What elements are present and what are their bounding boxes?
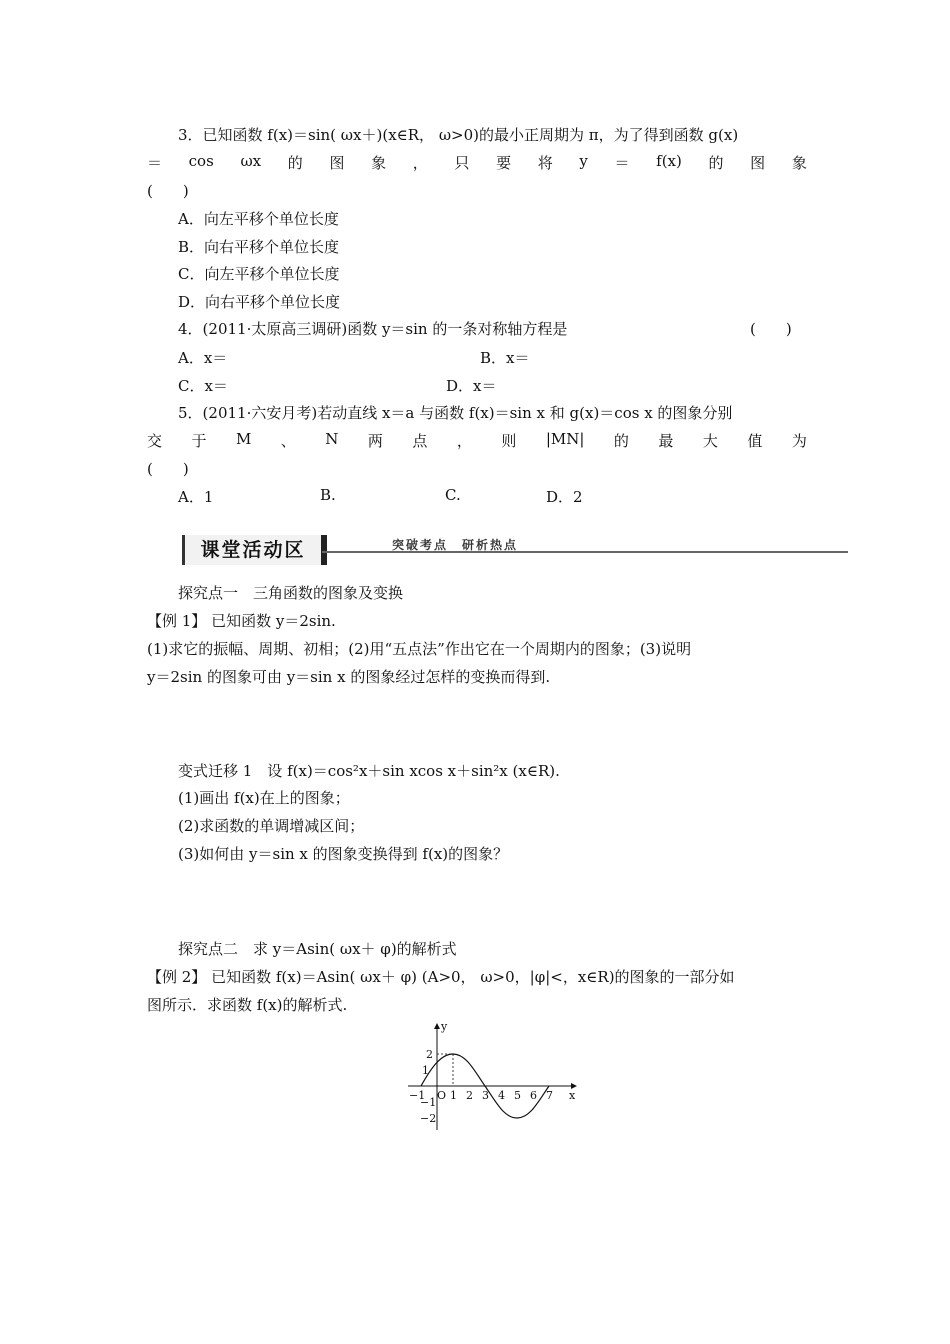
q5-option-a: A．1 [178, 488, 214, 506]
y-axis-label: y [441, 1020, 448, 1033]
x-tick-7: 7 [546, 1089, 553, 1102]
variant1-item-2: (2)求函数的单调增减区间； [178, 817, 365, 835]
section1-heading: 探究点一 三角函数的图象及变换 [178, 584, 404, 602]
q5-line2-word: 最 [658, 432, 674, 450]
x-tick-6: 6 [530, 1089, 537, 1102]
example1 [147, 610, 336, 631]
q3-line2-word: ωx [240, 152, 262, 170]
q3-line2-word: 图 [750, 154, 766, 172]
q3-line2-word: ， [412, 154, 428, 172]
q5-line2-word: 大 [702, 432, 718, 450]
q5-line2-word: 的 [613, 432, 629, 450]
x-tick-3: 3 [482, 1089, 489, 1102]
q3-line2-word: y [579, 152, 588, 170]
example2-tag: 【例 2】 [147, 968, 207, 986]
q4-option-a: A．x＝ [178, 349, 228, 367]
q4-option-d: D．x＝ [446, 377, 497, 395]
q3-line2-word: 要 [496, 154, 512, 172]
example1-text: 已知函数 y＝2sin. [206, 612, 336, 630]
q3-line2-word: f(x) [656, 152, 682, 170]
q3-option-d: D．向右平移个单位长度 [178, 293, 341, 311]
x-tick-4: 4 [498, 1089, 505, 1102]
q3-line1: 3．已知函数 f(x)＝sin( ωx＋)(x∈R， ω>0)的最小正周期为 π，为了得到函数 g(x) [178, 126, 739, 144]
variant1-item-3: (3)如何由 y＝sin x 的图象变换得到 f(x)的图象？ [178, 845, 509, 863]
sine-graph-figure [400, 1018, 590, 1136]
q3-option-b: B．向右平移个单位长度 [178, 238, 340, 256]
x-tick-2: 2 [466, 1089, 473, 1102]
q5-line2-word: 点 [412, 432, 428, 450]
q5-answer-bracket: ( ) [147, 460, 189, 478]
q3-line2-word: 的 [287, 154, 303, 172]
q3-line2-word: 将 [537, 154, 553, 172]
q4-option-b: B．x＝ [480, 349, 530, 367]
q3-option-a: A．向左平移个单位长度 [178, 210, 339, 228]
q3-line2-word: 的 [708, 154, 724, 172]
q5-line2-word: 则 [501, 432, 517, 450]
y-tick-neg1: −1 [420, 1096, 437, 1109]
q5-line2-word: 值 [747, 432, 763, 450]
q3-line2 [147, 152, 807, 173]
q5-line2-word: 于 [191, 432, 207, 450]
q5-line2-word: 、 [280, 432, 296, 450]
q3-answer-bracket: ( ) [147, 182, 189, 200]
x-tick-neg1: −1 [409, 1089, 426, 1102]
q5-line2-word: N [325, 430, 339, 448]
q3-line2-word: cos [188, 152, 214, 170]
x-tick-1: 1 [450, 1089, 457, 1102]
q5-option-d: D．2 [546, 488, 583, 506]
variant1-item-1: (1)画出 f(x)在上的图象； [178, 789, 350, 807]
example2-line2: 图所示．求函数 f(x)的解析式. [147, 996, 348, 1014]
q5-line2 [147, 430, 807, 451]
q3-option-c: C．向左平移个单位长度 [178, 265, 340, 283]
x-axis-label: x [569, 1089, 576, 1102]
q5-line1: 5．(2011·六安月考)若动直线 x＝a 与函数 f(x)＝sin x 和 g(x)＝cos x 的图象分别 [178, 404, 733, 422]
q5-line2-word: ， [456, 432, 472, 450]
q5-option-b: B. [320, 486, 336, 504]
q4-answer-bracket: ( ) [750, 320, 792, 338]
q3-line2-word: 只 [454, 154, 470, 172]
q5-line2-word: 两 [367, 432, 383, 450]
q5-line2-word: 为 [791, 432, 807, 450]
q5-line2-word: 交 [147, 432, 163, 450]
example1-tag: 【例 1】 [147, 612, 207, 630]
q3-line2-word: 象 [371, 154, 387, 172]
q3-line2-word: 象 [791, 154, 807, 172]
section-banner-subtitle: 突破考点 研析热点 [392, 538, 519, 552]
q5-line2-word: |MN| [545, 430, 585, 448]
q5-line2-word: M [235, 430, 252, 448]
y-tick-2: 2 [426, 1048, 433, 1061]
q4-stem: 4．(2011·太原高三调研)函数 y＝sin 的一条对称轴方程是 [178, 320, 568, 338]
section-banner-title: 课堂活动区 [182, 535, 327, 565]
origin-label: O [437, 1089, 447, 1102]
example1-line1: (1)求它的振幅、周期、初相；(2)用“五点法”作出它在一个周期内的图象；(3)说明 [147, 640, 692, 658]
variant1-stem: 变式迁移 1 设 f(x)＝cos²x＋sin xcos x＋sin²x (x∈R). [178, 762, 560, 780]
example1-line2: y＝2sin 的图象可由 y＝sin x 的图象经过怎样的变换而得到. [147, 668, 551, 686]
section2-heading: 探究点二 求 y＝Asin( ωx＋ φ)的解析式 [178, 940, 457, 958]
y-tick-neg2: −2 [420, 1112, 437, 1125]
y-tick-1: 1 [422, 1064, 429, 1077]
q3-line2-word: ＝ [147, 154, 163, 172]
example2 [147, 966, 735, 987]
example2-text: 已知函数 f(x)＝Asin( ωx＋ φ) (A>0， ω>0，|φ|<，x∈R)的图象的一部分如 [206, 968, 735, 986]
q3-line2-word: ＝ [614, 154, 630, 172]
q5-option-c: C. [445, 486, 461, 504]
x-tick-5: 5 [514, 1089, 521, 1102]
q4-option-c: C．x＝ [178, 377, 228, 395]
q3-line2-word: 图 [329, 154, 345, 172]
